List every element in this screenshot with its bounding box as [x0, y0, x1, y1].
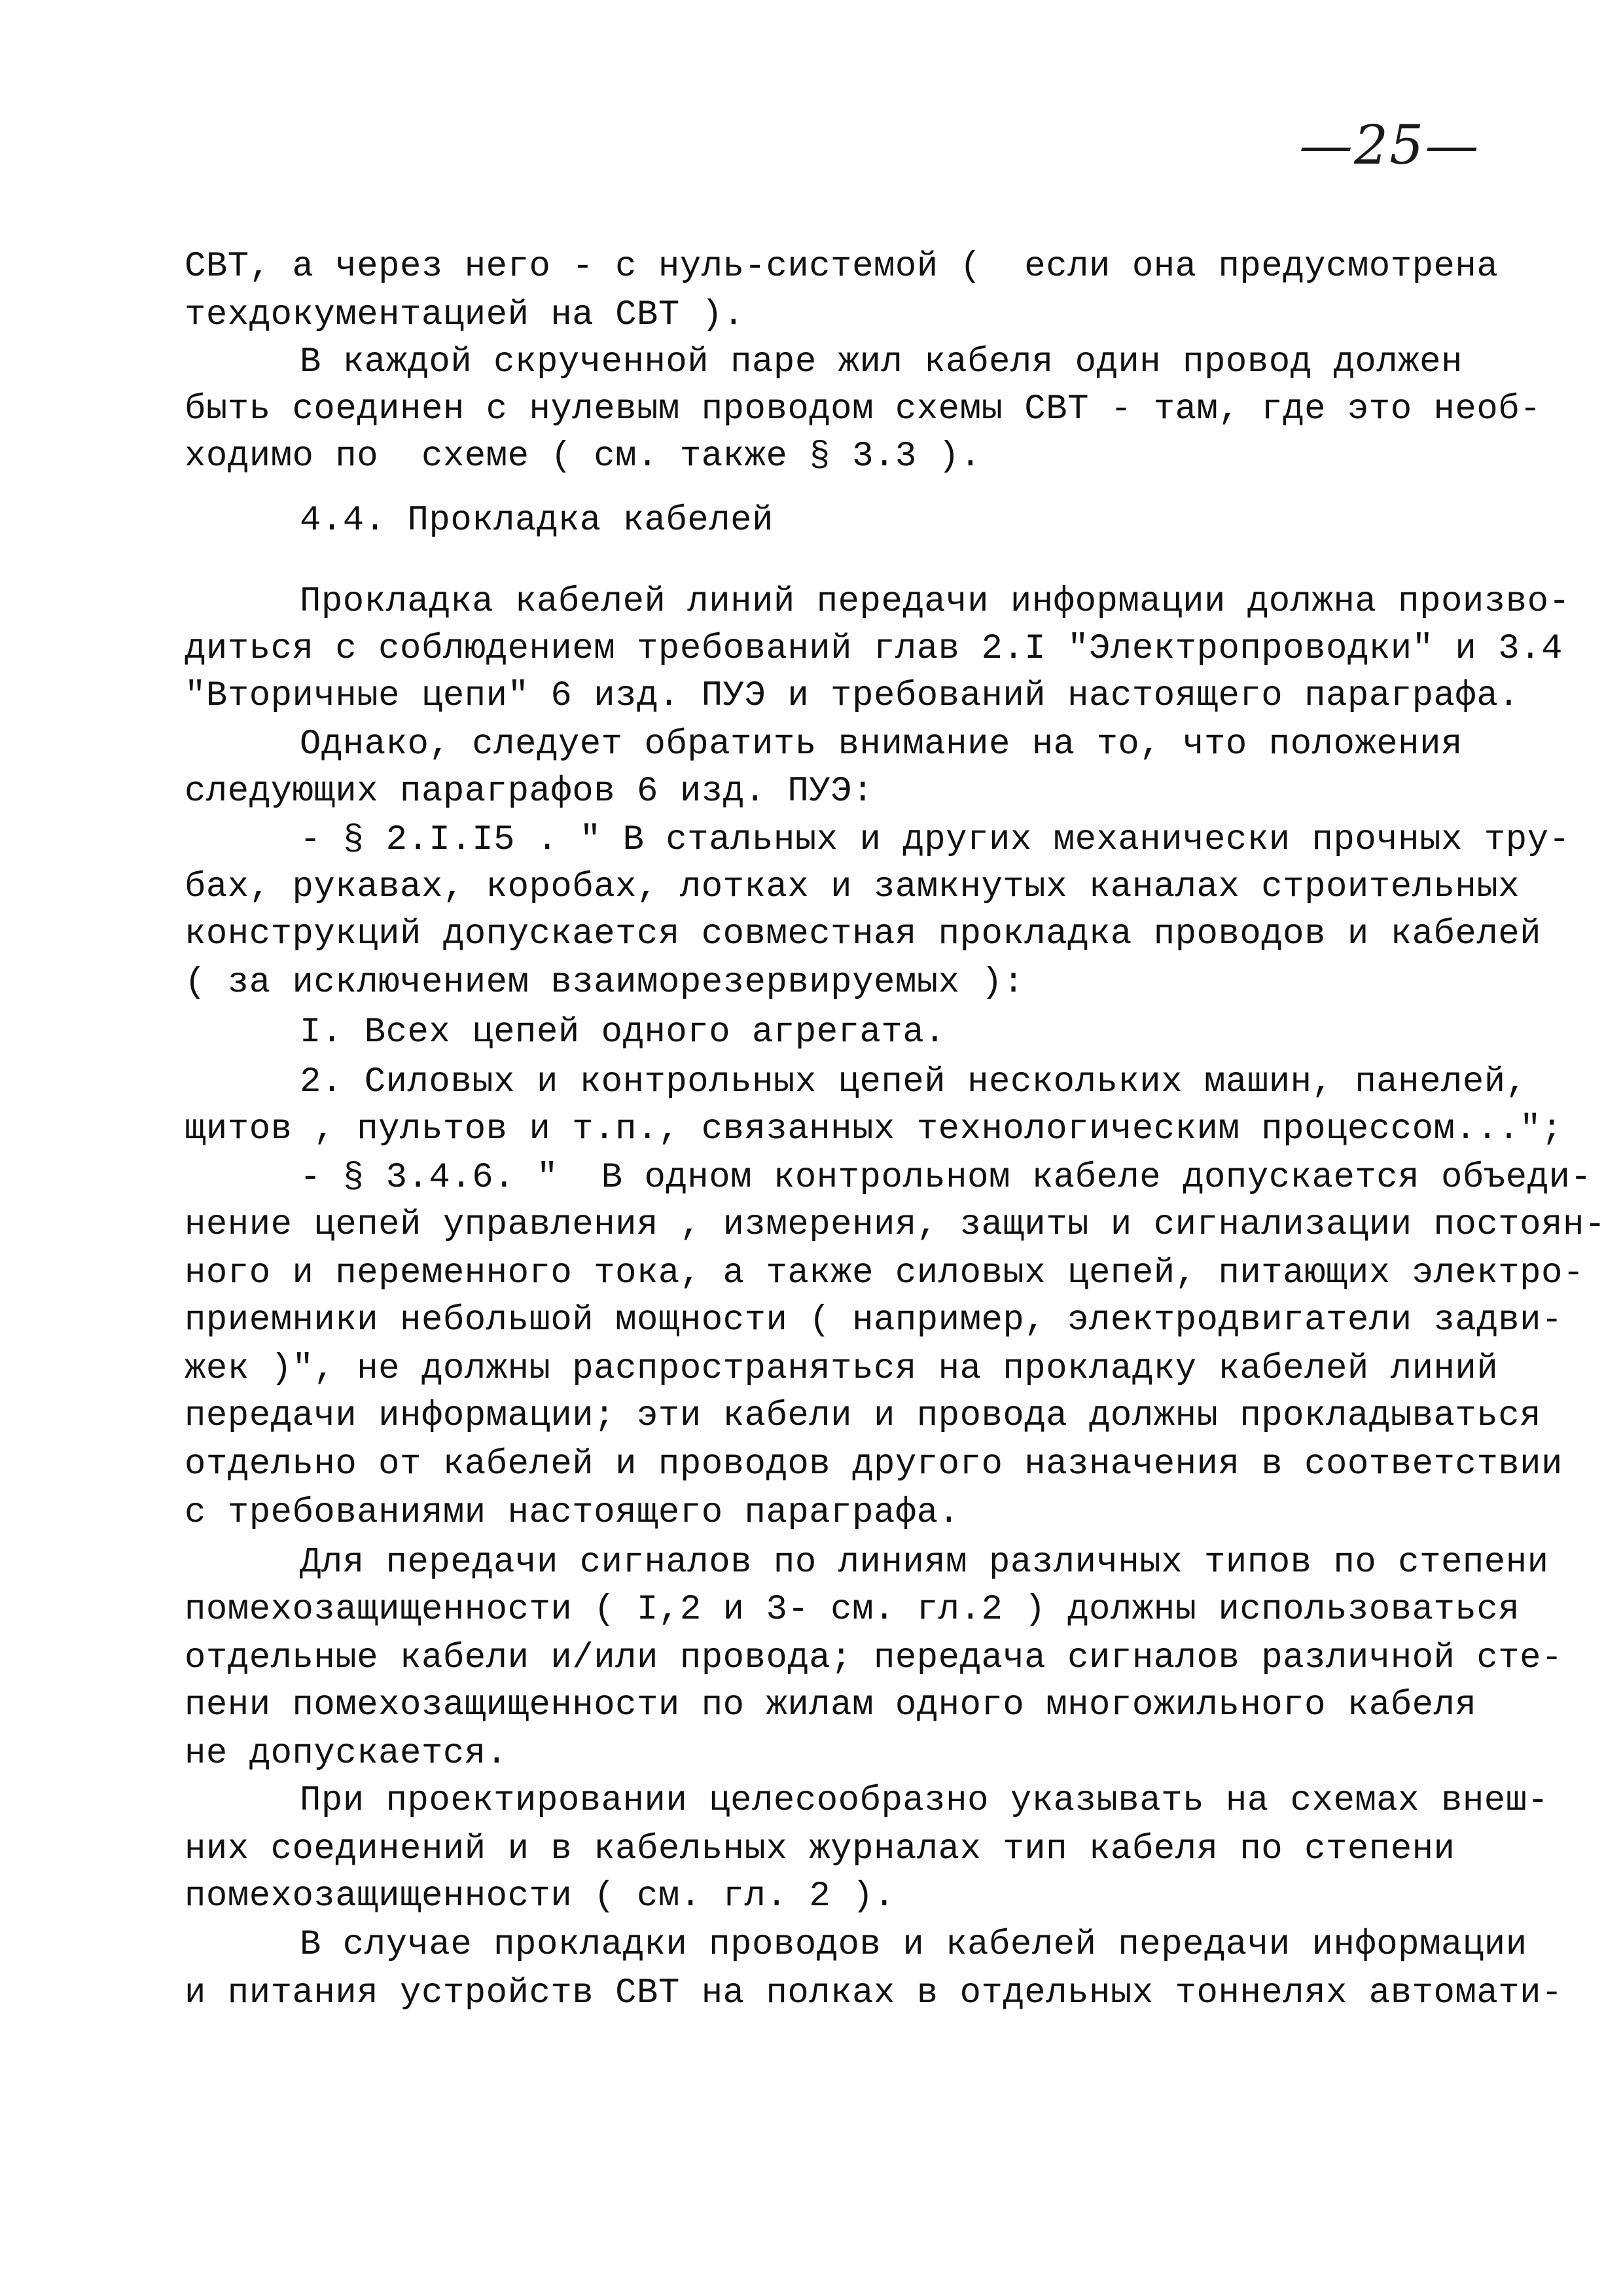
section-heading: 4.4. Прокладка кабелей: [300, 501, 774, 541]
text-line: ( за исключением взаиморезервируемых ):: [185, 963, 1025, 1003]
text-line: них соединений и в кабельных журналах тип кабеля по степени: [185, 1829, 1455, 1869]
text-line: Для передачи сигналов по линиям различных типов по степени: [300, 1543, 1549, 1583]
text-line: диться с соблюдением требований глав 2.I "Электропроводки" и 3.4: [185, 629, 1563, 669]
list-item: I. Всех цепей одного агрегата.: [300, 1013, 946, 1052]
text-line: щитов , пультов и т.п., связанных технологическим процессом...";: [185, 1109, 1563, 1149]
text-line: При проектировании целесообразно указывать на схемах внеш-: [300, 1781, 1549, 1821]
text-line: ходимо по схеме ( см. также § 3.3 ).: [185, 437, 982, 476]
text-line: конструкций допускается совместная прокладка проводов и кабелей: [185, 914, 1542, 954]
text-line: нение цепей управления , измерения, защиты и сигнализации постоян-: [185, 1205, 1606, 1245]
text-line: быть соединен с нулевым проводом схемы СВТ - там, где это необ-: [185, 389, 1542, 429]
text-line: и питания устройств СВТ на полках в отдельных тоннелях автомати-: [185, 1973, 1563, 2013]
text-line: следующих параграфов 6 изд. ПУЭ:: [185, 772, 874, 812]
text-line: пени помехозащищенности по жилам одного многожильного кабеля: [185, 1685, 1477, 1725]
text-line: В каждой скрученной паре жил кабеля один провод должен: [300, 342, 1463, 382]
text-line: приемники небольшой мощности ( например, электродвигатели задви-: [185, 1300, 1563, 1340]
text-line: СВТ, а через него - с нуль-системой ( если она предусмотрена: [185, 247, 1499, 287]
text-line: жек )", не должны распространяться на прокладку кабелей линий: [185, 1349, 1499, 1389]
list-item: 2. Силовых и контрольных цепей нескольких машин, панелей,: [300, 1062, 1527, 1102]
page-number: —25—: [1299, 115, 1480, 177]
text-line: отдельно от кабелей и проводов другого назначения в соответствии: [185, 1444, 1563, 1484]
text-line: с требованиями настоящего параграфа.: [185, 1493, 960, 1533]
text-line: Прокладка кабелей линий передачи информации должна произво-: [300, 582, 1571, 622]
text-line: не допускается.: [185, 1734, 508, 1774]
text-line: передачи информации; эти кабели и провода должны прокладываться: [185, 1396, 1542, 1436]
text-line: - § 3.4.6. " В одном контрольном кабеле допускается объеди-: [300, 1158, 1592, 1198]
text-line: отдельные кабели и/или провода; передача сигналов различной сте-: [185, 1638, 1563, 1678]
text-line: помехозащищенности ( см. гл. 2 ).: [185, 1876, 895, 1916]
text-line: - § 2.I.I5 . " В стальных и других механически прочных тру-: [300, 820, 1571, 860]
text-line: бах, рукавах, коробах, лотках и замкнутых каналах строительных: [185, 867, 1520, 907]
text-line: "Вторичные цепи" 6 изд. ПУЭ и требований настоящего параграфа.: [185, 676, 1520, 716]
text-line: помехозащищенности ( I,2 и 3- см. гл.2 ) должны использоваться: [185, 1590, 1520, 1630]
text-line: ного и переменного тока, а также силовых цепей, питающих электро-: [185, 1253, 1584, 1293]
text-line: В случае прокладки проводов и кабелей передачи информации: [300, 1925, 1527, 1965]
text-line: техдокументацией на СВТ ).: [185, 295, 745, 335]
text-line: Однако, следует обратить внимание на то, что положения: [300, 725, 1463, 764]
